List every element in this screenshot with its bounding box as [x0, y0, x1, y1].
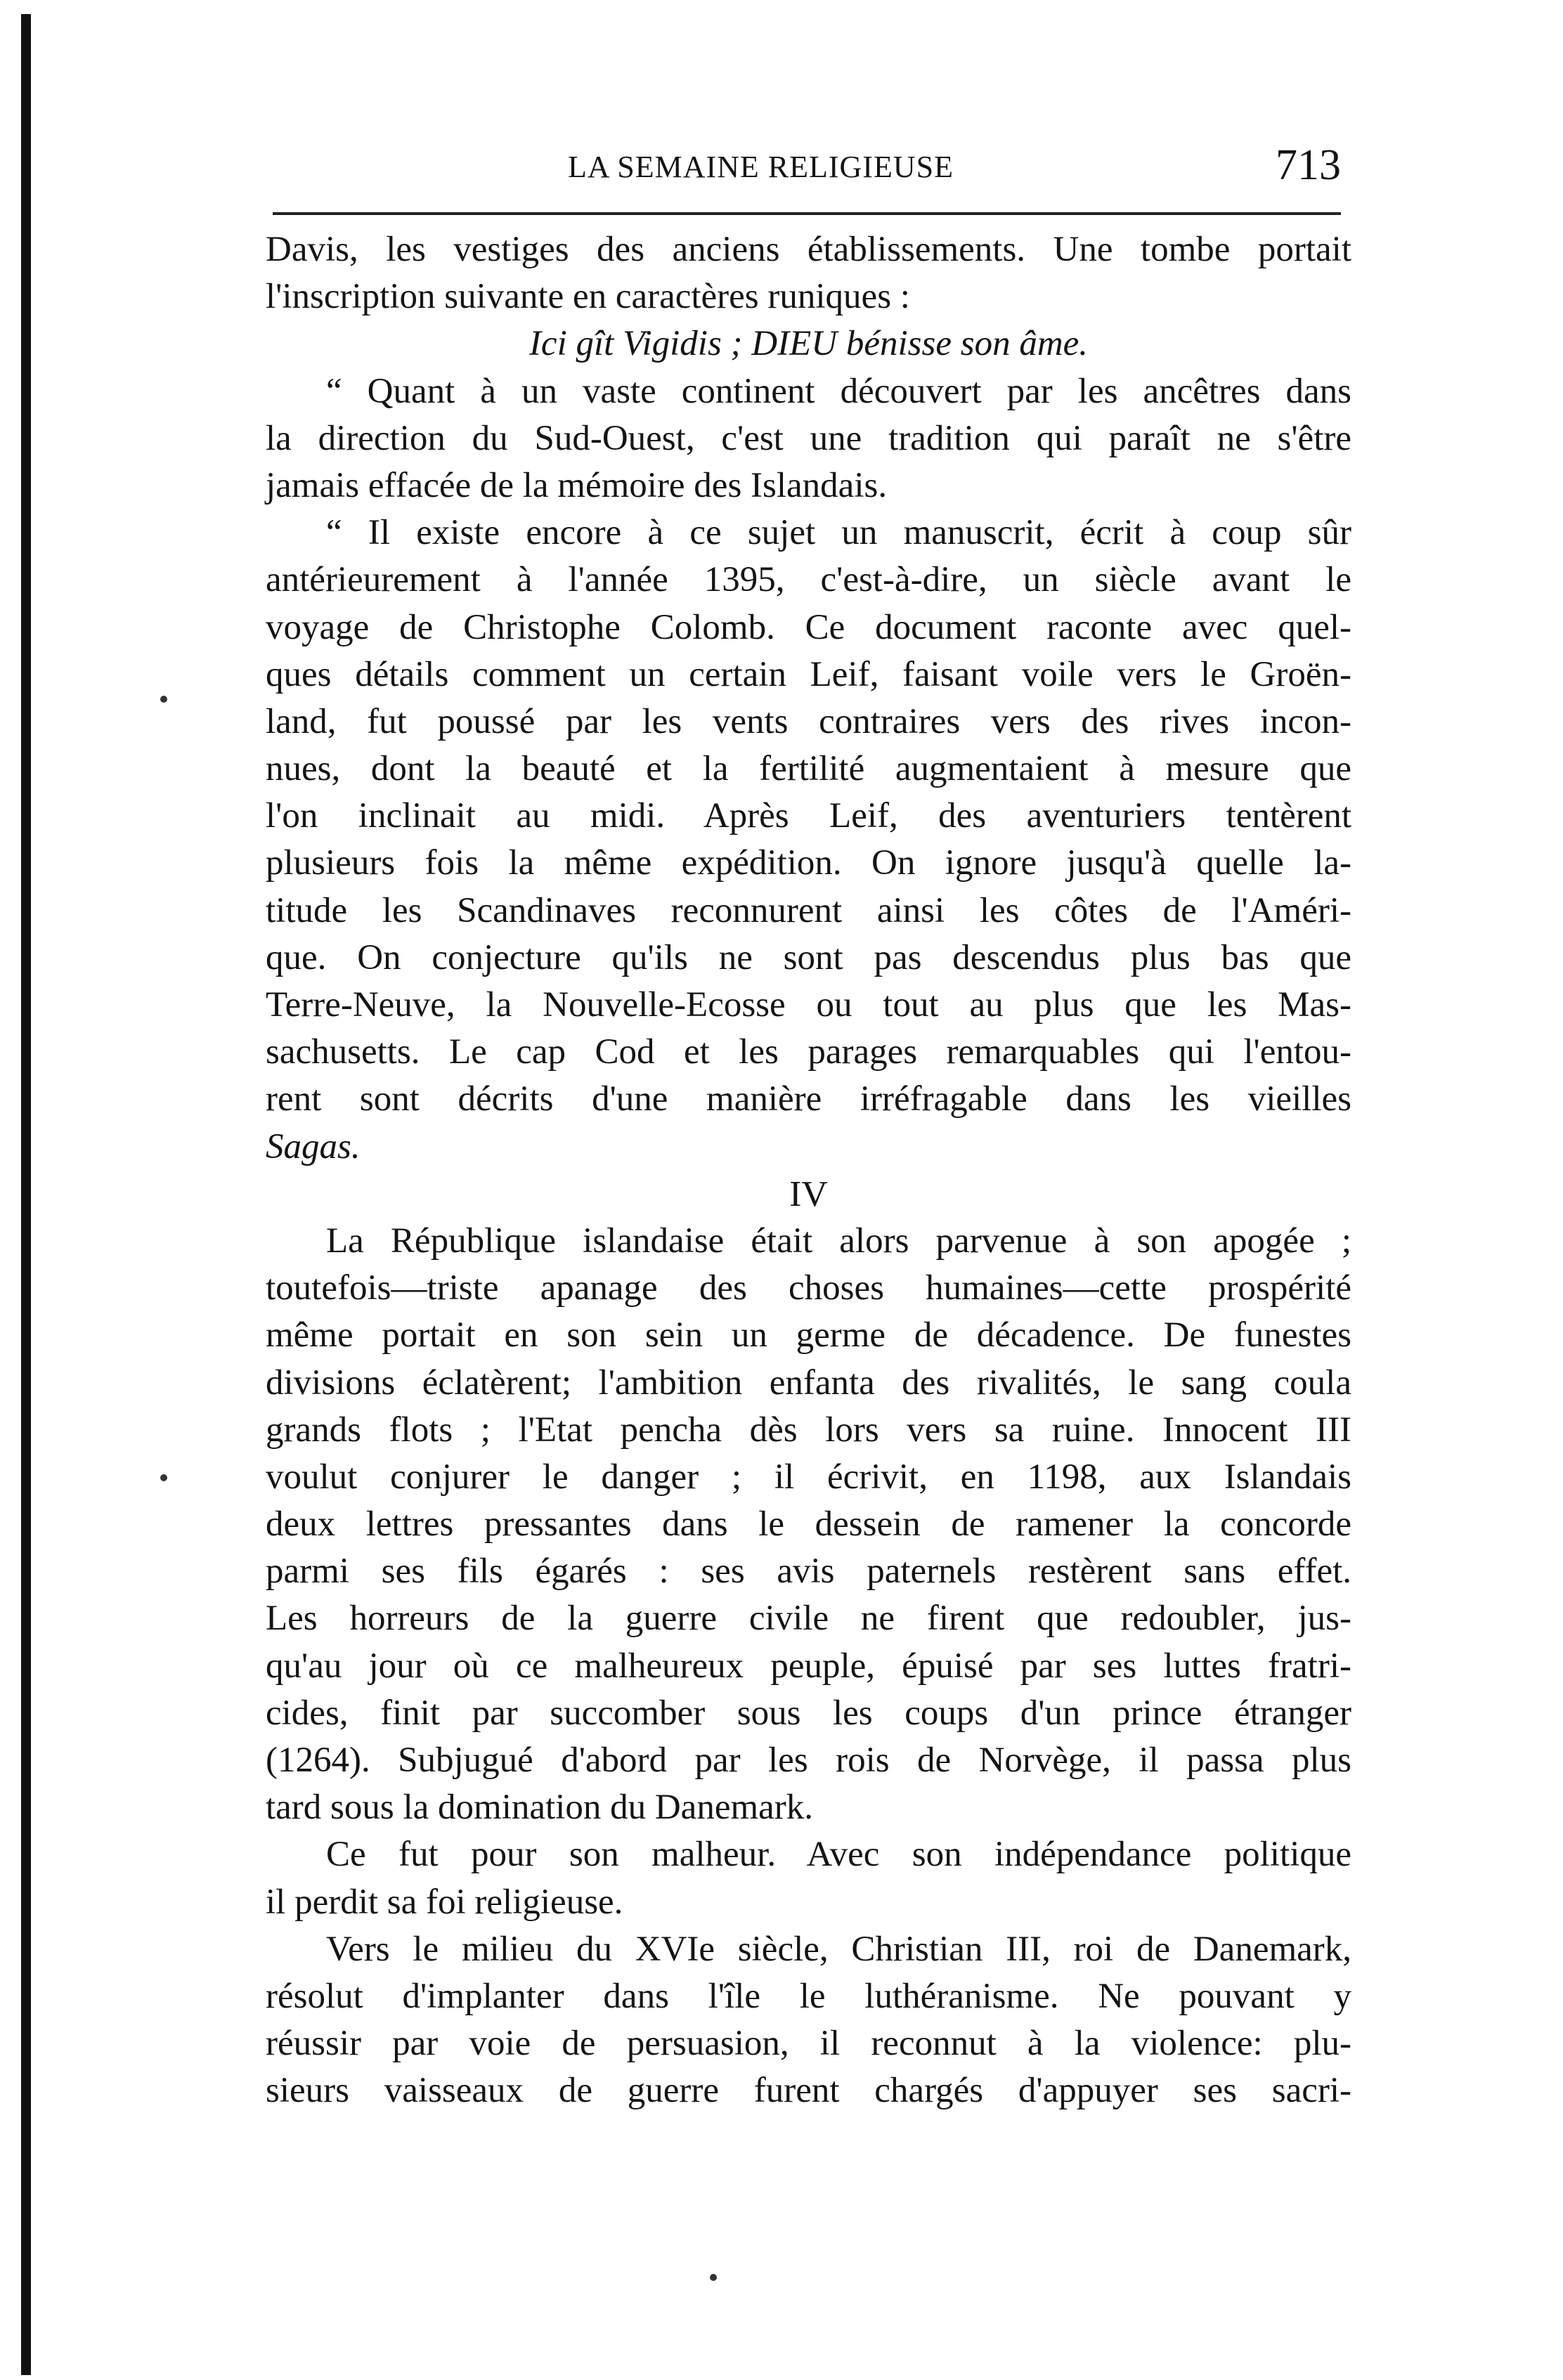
text-line: il perdit sa foi religieuse.: [266, 1882, 623, 1922]
text-line: cides, finit par succomber sous les coups d'un prince étranger: [266, 1693, 1351, 1733]
text-line: qu'au jour où ce malheureux peuple, épuisé par ses luttes fratri-: [266, 1646, 1351, 1686]
text-line: Vers le milieu du XVIe siècle, Christian III, roi de Danemark,: [326, 1929, 1351, 1969]
text-line: Ce fut pour son malheur. Avec son indépendance politique: [326, 1835, 1351, 1875]
text-line: voyage de Christophe Colomb. Ce document raconte avec quel-: [266, 607, 1351, 647]
text-line: Terre-Neuve, la Nouvelle-Ecosse ou tout au plus que les Mas-: [266, 985, 1351, 1025]
text-line: jamais effacée de la mémoire des Islandais.: [266, 465, 888, 505]
running-title: LA SEMAINE RELIGIEUSE: [568, 150, 954, 184]
text-line: voulut conjurer le danger ; il écrivit, en 1198, aux Islandais: [266, 1457, 1351, 1497]
text-line: tard sous la domination du Danemark.: [266, 1788, 813, 1828]
text-line: l'inscription suivante en caractères runiques :: [266, 277, 910, 317]
text-line: Sagas.: [266, 1126, 361, 1166]
text-line: deux lettres pressantes dans le dessein de ramener la concorde: [266, 1504, 1351, 1545]
text-line: ques détails comment un certain Leif, faisant voile vers le Groën-: [266, 654, 1351, 694]
text-line: rent sont décrits d'une manière irréfragable dans les vieilles: [266, 1079, 1351, 1119]
text-line: land, fut poussé par les vents contraires vers des rives incon-: [266, 701, 1351, 741]
text-line: “ Quant à un vaste continent découvert par les ancêtres dans: [326, 371, 1351, 411]
section-heading: IV: [789, 1173, 828, 1214]
ink-speck: [160, 696, 167, 703]
page-body: [266, 226, 1351, 2115]
text-line: La République islandaise était alors parvenue à son apogée ;: [326, 1221, 1351, 1261]
header-rule: [273, 212, 1341, 215]
page-edge-shadow: [21, 14, 31, 2375]
text-line: que. On conjecture qu'ils ne sont pas descendus plus bas que: [266, 937, 1351, 977]
text-line: divisions éclatèrent; l'ambition enfanta des rivalités, le sang coula: [266, 1363, 1351, 1403]
text-line: (1264). Subjugué d'abord par les rois de Norvège, il passa plus: [266, 1741, 1351, 1780]
text-line: nues, dont la beauté et la fertilité augmentaient à mesure que: [266, 749, 1351, 789]
text-line: sachusetts. Le cap Cod et les parages remarquables qui l'entou-: [266, 1032, 1351, 1072]
text-line: réussir par voie de persuasion, il reconnut à la violence: plu-: [266, 2024, 1351, 2064]
text-line: sieurs vaisseaux de guerre furent chargés d'appuyer ses sacri-: [266, 2071, 1351, 2111]
inscription-line: Ici gît Vigidis ; DIEU bénisse son âme.: [528, 324, 1089, 364]
text-line: Davis, les vestiges des anciens établissements. Une tombe portait: [266, 230, 1351, 269]
text-line: la direction du Sud-Ouest, c'est une tradition qui paraît ne s'être: [266, 418, 1351, 458]
text-line: antérieurement à l'année 1395, c'est-à-dire, un siècle avant le: [266, 560, 1351, 600]
text-line: résolut d'implanter dans l'île le luthéranisme. Ne pouvant y: [266, 1976, 1351, 2016]
text-line: toutefois—triste apanage des choses humaines—cette prospérité: [266, 1268, 1351, 1308]
text-line: grands flots ; l'Etat pencha dès lors vers sa ruine. Innocent III: [266, 1410, 1351, 1450]
text-line: l'on inclinait au midi. Après Leif, des aventuriers tentèrent: [266, 796, 1351, 836]
ink-speck: [710, 2274, 717, 2281]
running-header: [273, 141, 1341, 211]
text-line: Les horreurs de la guerre civile ne firent que redoubler, jus-: [266, 1599, 1351, 1639]
text-line: titude les Scandinaves reconnurent ainsi les côtes de l'Améri-: [266, 890, 1351, 930]
text-line: parmi ses fils égarés : ses avis paternels restèrent sans effet.: [266, 1552, 1351, 1592]
text-line: même portait en son sein un germe de décadence. De funestes: [266, 1315, 1351, 1355]
page-number: 713: [1276, 141, 1341, 189]
text-line: plusieurs fois la même expédition. On ignore jusqu'à quelle la-: [266, 843, 1351, 883]
ink-speck: [160, 1474, 167, 1481]
text-line: “ Il existe encore à ce sujet un manuscrit, écrit à coup sûr: [326, 513, 1351, 553]
